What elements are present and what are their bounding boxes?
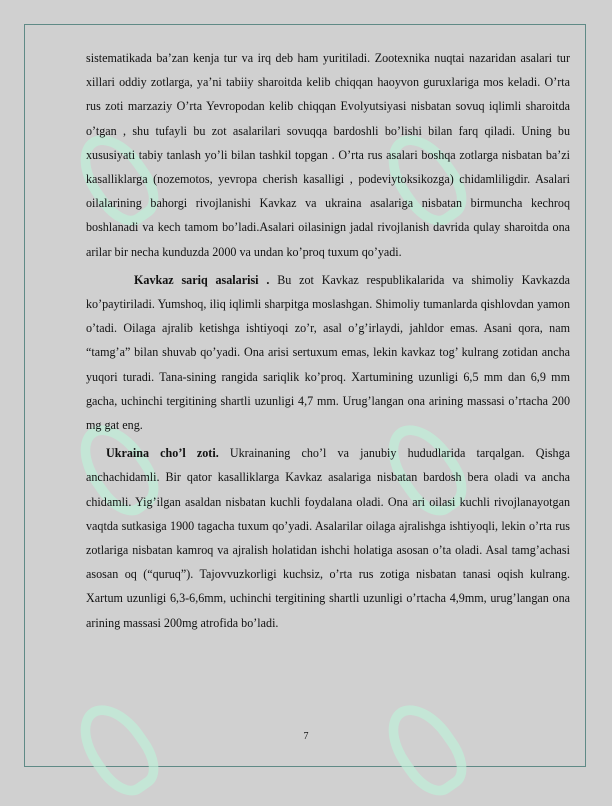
paragraph-ukraina: [86, 441, 570, 635]
document-body: [86, 46, 570, 635]
paragraph-kavkaz-body: Bu zot Kavkaz respublikalarida va shimoliy Kavkazda ko’paytiriladi. Yumshoq, iliq iqlimli sharpitga moslashgan. Shimoliy tumanlarda qishlovdan yamon o’tadi. Oilaga ajralib ketishga ishtiyoqi zo’r, asal o’g’irlaydi, jahldor emas. Asani qora, nam “tamg’a” bilan shuvab qo’yadi. Ona arisi sertuxum emas, lekin kavkaz tog’ kulrang zotidan ancha yuqori turadi. Tana-sining rangida sariqlik ko’proq. Xartumining uzunligi 6,5 mm dan 6,9 mm gacha, uchinchi tergitining shartli uzunligi 4,7 mm. Urug’langan ona arining massasi o’rtacha 200 mg gat eng.: [86, 272, 571, 433]
section-title-kavkaz: Kavkaz sariq asalarisi .: [134, 272, 270, 287]
page-number: 7: [303, 731, 309, 742]
paragraph-kavkaz: [86, 268, 570, 437]
paragraph-ukraina-body: Ukrainaning cho’l va janubiy hududlarida tarqalgan. Qishga anchachidamli. Bir qator kasalliklarga Kavkaz asalariga nisbatan bardosh bera oladi va ancha chidamli. Yig’ilgan asaldan nisbatan kuchli foydalana oladi. Ona ari oilasi kuchli rivojlanayotgan vaqtda sutkasiga 1900 tagacha tuxum qo’yadi. Asalarilar oilaga ajralishga ishtiyoqli, lekin o’rta rus zotlariga nisbatan kamroq va ajralish holatidan ishchi holatiga asosan o’ta oladi. Asal tamg’achasi asosan oq (“quruq”). Tajovvuzkorligi kuchsiz, o’rta rus zotiga nisbatan tanasi oqish kulrang. Xartum uzunligi 6,3-6,6mm, uchinchi tergitining shartli uzunligi o’rtacha 4,9mm, urug’langan ona arining massasi 200mg atrofida bo’ladi.: [86, 446, 570, 630]
section-title-ukraina: Ukraina cho’l zoti.: [106, 446, 219, 461]
paragraph-intro: sistematikada ba’zan kenja tur va irq deb ham yuritiladi. Zootexnika nuqtai nazaridan asalari tur xillari oddiy zotlarga, ya’ni tabiiy sharoitda kelib chiqqan haoyvon guruxlariga mos keladi. O’rta rus zoti marzaziy O’rta Yevropodan kelib chiqqan Evolyutsiyasi nisbatan sovuq iqlimli sharoitda o’tgan , shu tufayli bu zot asalarilari sovuqqa bardoshli bo’lishi bilan farq qiladi. Uning bu xususiyati tabiy tanlash yo’li bilan tashkil topgan . O’rta rus asalari boshqa zotlarga nisbatan ba’zi kasalliklarga (nozemotos, yevropa cherish kasalligi , podeviytoksikozga) chidamliligdir. Asalari oilalarining bahorgi rivojlanishi Kavkaz va ukraina asalariga nisbatan birmuncha kechroq boshlanadi va kech tamom bo’ladi.Asalari oilasinign jadal rivojlanish davrida qulay sharoitda ona arilar bir necha kunduzda 2000 va undan ko’proq tuxum qo’yadi.: [86, 51, 570, 259]
